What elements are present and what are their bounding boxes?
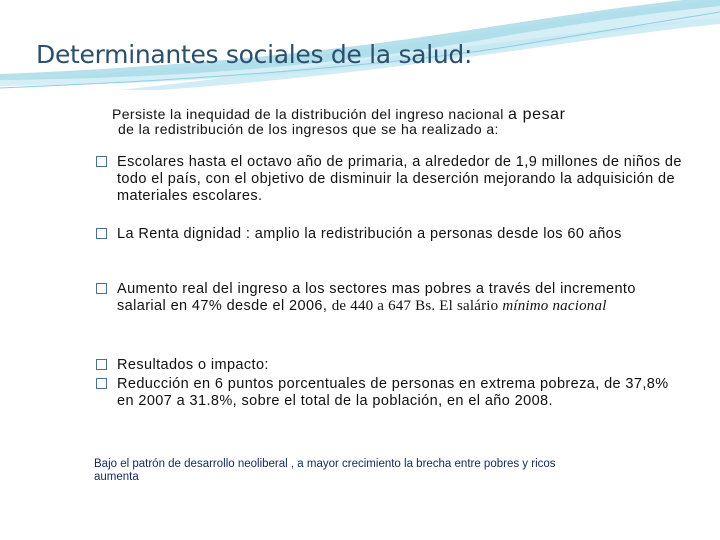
bullet-text-group [117,281,686,315]
bullet-text: Reducción en 6 puntos porcentuales de personas en extrema pobreza, de 37,8% en 2007 a 31.8%, sobre el total de la población, en el año 2008. [117,376,669,409]
bullet-text-serif-italic: mínimo nacional [502,298,607,314]
bullet-item [96,154,686,205]
bullet-item [96,357,686,374]
footnote: Bajo el patrón de desarrollo neoliberal , a mayor crecimiento la brecha entre pobres y ricos aumenta [94,458,556,483]
bullet-item [96,281,686,315]
square-bullet-icon [96,378,107,389]
square-bullet-icon [96,359,107,370]
bullet-text: Aumento real del ingreso a los sectores mas pobres a través del incremento salarial en 47% desde el 2006, [117,281,636,314]
bullet-text: Resultados o impacto: [117,357,269,373]
square-bullet-icon [96,156,107,167]
intro-line1-tail: a pesar [508,106,566,123]
intro-paragraph [112,107,692,136]
intro-line2: de la redistribución de los ingresos que se ha realizado a: [118,121,499,137]
bullet-item [96,376,686,410]
square-bullet-icon [96,228,107,239]
bullet-text: Escolares hasta el octavo año de primaria, a alrededor de 1,9 millones de niños de todo el país, con el objetivo de disminuir la deserción mejorando la adquisición de materiales escolares. [117,154,682,204]
page-title: Determinantes sociales de la salud: [36,40,473,69]
bullet-text-serif: de 440 a 647 Bs. El salário [331,298,503,314]
bullet-item [96,226,686,243]
square-bullet-icon [96,283,107,294]
bullet-text: La Renta dignidad : amplio la redistribución a personas desde los 60 años [117,226,622,242]
intro-line1: Persiste la inequidad de la distribución del ingreso nacional [112,106,509,122]
